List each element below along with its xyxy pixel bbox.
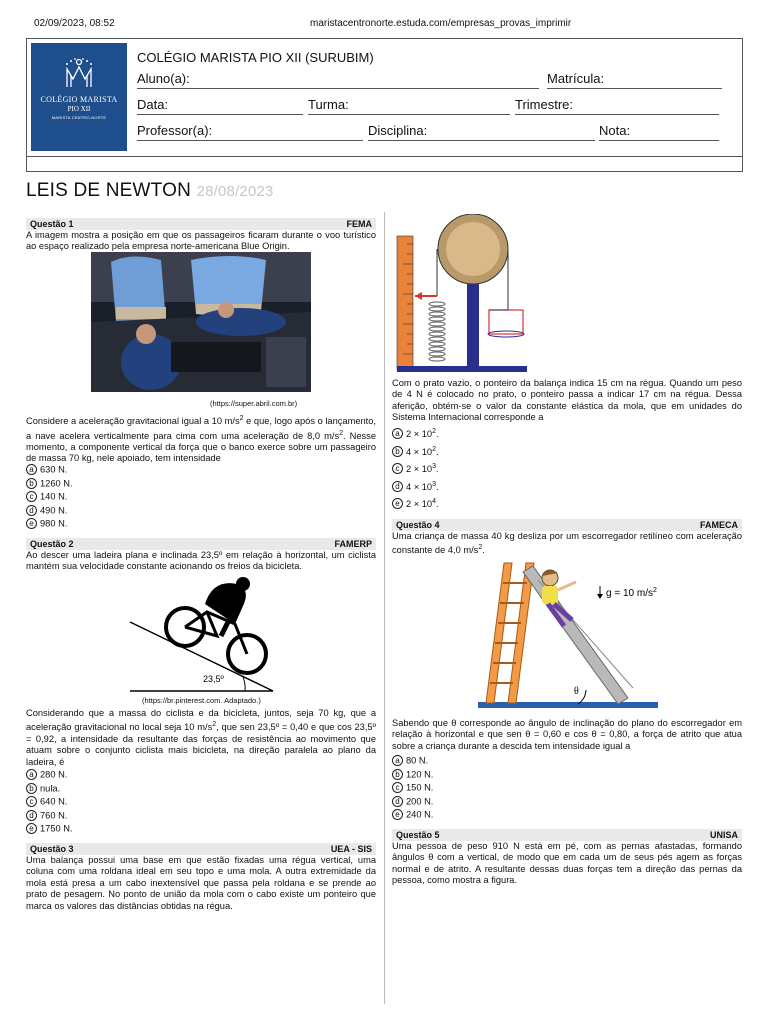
q4-option-e[interactable] <box>392 809 433 821</box>
exam-title <box>26 180 274 202</box>
option-text: nula. <box>40 783 61 794</box>
column-divider <box>384 212 385 1004</box>
q2-option-c[interactable] <box>26 796 67 808</box>
q1-option-d[interactable] <box>26 505 67 517</box>
q4-option-c[interactable] <box>392 782 433 794</box>
q4-statement-continued: Sabendo que θ corresponde ao ângulo de inclinação do plano do escorregador em relação à horizontal e que sen θ = 0,60 e cos θ = 0,80, a força de atrito que atua sobre a criança durante a descida tem intensidade igual a <box>392 718 742 751</box>
option-text: $4 \times 10^2$. <box>406 445 439 457</box>
aluno-label: Aluno(a): <box>137 71 190 86</box>
q1-option-e[interactable] <box>26 518 67 530</box>
disciplina-field[interactable] <box>368 123 595 141</box>
exam-date: 28/08/2023 <box>196 183 274 200</box>
q1-source: FEMA <box>346 219 372 229</box>
q3-option-e[interactable] <box>392 498 439 510</box>
q3-label: Questão 3 <box>30 844 74 854</box>
option-letter-circle: b <box>392 446 403 457</box>
q3-header <box>26 843 376 855</box>
q4-g-label: g = 10 $m/s^2$ <box>606 587 657 599</box>
q2-statement: Considerando que a massa do ciclista e da bicicleta, juntos, seja 70 kg, que a aceleração gravitacional no local seja 10 $m/s^2$, que sen 23,5º = 0,40 e que cos 23,5º = 0,92, a intensidade da resultante das forças de resistência ao movimento que atuam sobre o conjunto ciclista mais bicicleta, na direção paralela ao plano da ladeira, é <box>26 708 376 767</box>
q4-source: FAMECA <box>700 520 738 530</box>
q5-source: UNISA <box>709 830 738 840</box>
option-text: 150 N. <box>406 782 434 793</box>
q1-header <box>26 218 376 230</box>
q2-option-d[interactable] <box>26 810 67 822</box>
q5-label: Questão 5 <box>396 830 440 840</box>
q2-source: FAMERP <box>334 539 372 549</box>
option-letter-circle: c <box>392 782 403 793</box>
option-text: 980 N. <box>40 518 68 529</box>
option-text: $2 \times 10^3$. <box>406 463 439 475</box>
q5-statement: Uma pessoa de peso 910 N está em pé, com as pernas afastadas, formando ângulos θ com a vertical, de modo que em cada um de seus pés agem as forças normal e de atrito. A resultante dessas duas forças tem a direção das pernas da pessoa, como mostra a figura. <box>392 841 742 886</box>
professor-field[interactable] <box>137 123 363 141</box>
option-text: 1260 N. <box>40 478 73 489</box>
option-text: 760 N. <box>40 810 68 821</box>
option-letter-circle: a <box>392 428 403 439</box>
option-letter-circle: c <box>392 463 403 474</box>
option-letter-circle: d <box>392 796 403 807</box>
exam-header-fields <box>27 39 742 157</box>
q3-statement-continued: Com o prato vazio, o ponteiro da balança indica 15 cm na régua. Quando um peso de 4 N é colocado no prato, o ponteiro passa a indicar 17 cm na régua. Dessa aferição, obtém-se o valor da constante elástica da mola, que em unidades do Sistema Internacional corresponde a <box>392 378 742 423</box>
turma-label: Turma: <box>308 97 349 112</box>
option-text: 200 N. <box>406 796 434 807</box>
print-header <box>0 0 768 30</box>
matricula-label: Matrícula: <box>547 71 605 86</box>
q3-option-b[interactable] <box>392 446 439 458</box>
exam-header <box>26 38 743 172</box>
option-text: 120 N. <box>406 769 434 780</box>
q1-statement: Considere a aceleração gravitacional igual a 10 $m/s^2$ e que, logo após o lançamento, a nave acelera verticalmente para cima com uma aceleração de 8,0 $m/s^2$. Nesse momento, a componente vertical da força que o banco exerce sobre um passageiro de massa 70 kg, nele apoiado, tem intensidade <box>26 415 376 464</box>
option-letter-circle: e <box>26 518 37 529</box>
option-text: 280 N. <box>40 769 68 780</box>
logo-line-3: MARISTA CENTRO-NORTE <box>51 115 107 120</box>
q2-option-b[interactable] <box>26 783 60 795</box>
q3-statement: Uma balança possui uma base em que estão fixadas uma régua vertical, uma coluna com uma roldana ideal em seu topo e uma mola. A outra extremidade da mola está presa a um cabo inextensível que passa pela roldana e se prende ao prato de pesagem. No ponto de união da mola com o cabo existe um ponteiro que marca os valores das distâncias obtidas na régua. <box>26 855 376 911</box>
option-letter-circle: d <box>26 810 37 821</box>
option-text: $2 \times 10^4$. <box>406 498 439 510</box>
option-letter-circle: a <box>392 755 403 766</box>
option-letter-circle: b <box>26 783 37 794</box>
print-datetime: 02/09/2023, 08:52 <box>34 18 115 29</box>
q4-option-b[interactable] <box>392 769 433 781</box>
q2-credit: (https://br.pinterest.com. Adaptado.) <box>142 696 261 705</box>
q4-figure-slide <box>478 558 668 710</box>
logo-line-1: COLÉGIO MARISTA <box>40 95 118 104</box>
option-text: 490 N. <box>40 505 68 516</box>
option-letter-circle: e <box>392 809 403 820</box>
q4-header <box>392 519 742 531</box>
q3-option-d[interactable] <box>392 481 439 493</box>
marist-crest-icon <box>61 57 97 91</box>
option-letter-circle: d <box>26 505 37 516</box>
q1-intro: A imagem mostra a posição em que os passageiros ficaram durante o voo turístico ao espaço realizado pela empresa norte-americana Blue Origin. <box>26 230 376 252</box>
option-letter-circle: c <box>26 796 37 807</box>
trimestre-label: Trimestre: <box>515 97 574 112</box>
option-text: 240 N. <box>406 809 434 820</box>
spring-scale-diagram <box>395 214 535 374</box>
q1-label: Questão 1 <box>30 219 74 229</box>
disciplina-label: Disciplina: <box>368 123 428 138</box>
slide-diagram <box>478 558 668 710</box>
q2-intro: Ao descer uma ladeira plana e inclinada 23,5º em relação à horizontal, um ciclista mantém sua velocidade constante acionando os freios da bicicleta. <box>26 550 376 572</box>
option-letter-circle: b <box>392 769 403 780</box>
option-letter-circle: b <box>26 478 37 489</box>
cyclist-slope-diagram <box>125 574 275 696</box>
q4-theta-label: θ <box>574 686 579 697</box>
nota-field[interactable] <box>599 123 719 141</box>
q3-option-c[interactable] <box>392 463 439 475</box>
option-text: 140 N. <box>40 491 68 502</box>
q2-header <box>26 538 376 550</box>
q4-statement: Uma criança de massa 40 kg desliza por um escorregador retilíneo com aceleração constante de 4,0 $m/s^2$. <box>392 531 742 556</box>
option-text: $2 \times 10^2$. <box>406 428 439 440</box>
option-text: 80 N. <box>406 755 429 766</box>
q5-header <box>392 829 742 841</box>
aluno-field[interactable] <box>137 71 539 89</box>
school-logo <box>31 43 127 151</box>
q4-option-d[interactable] <box>392 796 433 808</box>
q1-option-c[interactable] <box>26 491 67 503</box>
option-letter-circle: a <box>26 464 37 475</box>
option-letter-circle: c <box>26 491 37 502</box>
q3-figure-scale <box>395 214 535 374</box>
q1-photo-passengers <box>91 252 311 392</box>
option-text: 640 N. <box>40 796 68 807</box>
logo-line-2: PIO XII <box>67 105 91 113</box>
trimestre-field[interactable] <box>515 97 719 115</box>
turma-field[interactable] <box>308 97 510 115</box>
option-text: 1750 N. <box>40 823 73 834</box>
option-text: 630 N. <box>40 464 68 475</box>
q2-option-e[interactable] <box>26 823 73 835</box>
q1-option-b[interactable] <box>26 478 73 490</box>
option-text: $4 \times 10^3$. <box>406 480 439 492</box>
q2-label: Questão 2 <box>30 539 74 549</box>
q3-source: UEA - SIS <box>330 844 372 854</box>
spacecraft-cabin-image <box>91 252 311 392</box>
q1-option-a[interactable] <box>26 464 67 476</box>
data-label: Data: <box>137 97 169 112</box>
q2-option-a[interactable] <box>26 769 67 781</box>
print-url: maristacentronorte.estuda.com/empresas_provas_imprimir <box>310 18 572 29</box>
exam-title-text: LEIS DE NEWTON <box>26 180 192 201</box>
q4-label: Questão 4 <box>396 520 440 530</box>
q1-credit: (https://super.abril.com.br) <box>210 399 298 408</box>
q2-angle-label: 23,5º <box>203 674 224 684</box>
matricula-field[interactable] <box>547 71 722 89</box>
option-letter-circle: e <box>26 823 37 834</box>
option-letter-circle: d <box>392 481 403 492</box>
data-field[interactable] <box>137 97 303 115</box>
option-letter-circle: e <box>392 498 403 509</box>
school-name: COLÉGIO MARISTA PIO XII (SURUBIM) <box>137 50 374 65</box>
nota-label: Nota: <box>599 123 631 138</box>
option-letter-circle: a <box>26 769 37 780</box>
professor-label: Professor(a): <box>137 123 213 138</box>
q4-option-a[interactable] <box>392 755 428 767</box>
q2-figure-cyclist <box>125 574 275 696</box>
q3-option-a[interactable] <box>392 428 439 440</box>
